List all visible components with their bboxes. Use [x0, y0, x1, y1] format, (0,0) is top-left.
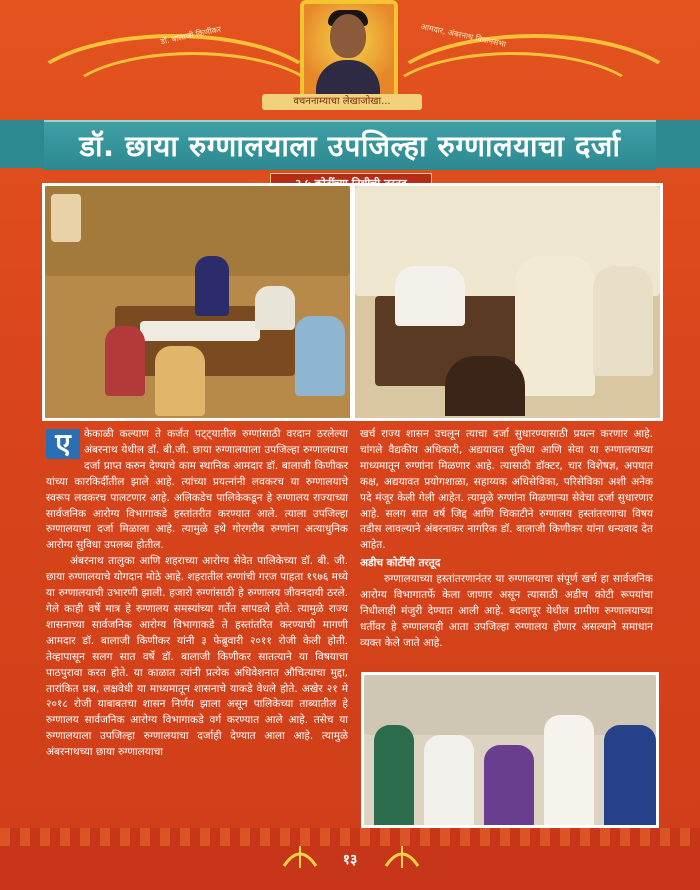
section-heading: अडीच कोटींची तरतूद [360, 557, 441, 570]
title-bar-right-edge [656, 120, 700, 168]
title-bar-left-edge [0, 120, 44, 168]
page-number: १३ [342, 852, 358, 868]
paragraph: खर्च राज्य शासन उचलून त्याचा दर्जा सुधारण्यासाठी प्रयत्न करणार आहे. चांगले वैद्यकीय अधिकारी, अद्ययावत सुविधा आणि सेवा या रुग्णालयाच्या माध्यमातून रुग्णांना मिळणार आहे. त्यासाठी डॉक्टर, चार विशेषज्ञ, अपघात कक्ष, अद्ययावत प्रयोगशाळा, सहाय्यक अधिसेविका, परिसेविका अशी अनेक पदे मंजूर केली गेली आहेत. त्यामुळे रुग्णांना मिळणाऱ्या सेवेचा दर्जा सुधारणार आहे. सलग सात वर्ष जिद्द आणि चिकाटीने रुग्णालय हस्तांतरणाचा विषय तडीस लावल्याने अंबरनाकर नागरिक डॉ. बालाजी किणीकर यांना धन्यवाद देत आहेत. [360, 428, 653, 552]
article-column-left [46, 427, 348, 761]
header-tag-right: आमदार, अंबरनाथ विधानसभा [420, 22, 507, 49]
slogan-banner: वचननाम्याचा लेखाजोखा... [262, 94, 422, 110]
photo-hospital-visit [361, 672, 659, 828]
article-title: डॉ. छाया रुग्णालयाला उपजिल्हा रुग्णालयाचा दर्जा [79, 129, 621, 163]
paragraph: केकाळी कल्याण ते कर्जत पट्ट्यातील रुग्णांसाठी वरदान ठरलेल्या अंबरनाथ येथील डॉ. बी.जी. छाया रुग्णालयाला उपजिल्हा रुग्णालयाचा दर्जा प्राप्त करुन देण्याचे काम स्थानिक आमदार डॉ. बालाजी किणीकर यांच्या कारकिर्दीतील झाले आहे. त्यांच्या प्रयत्नांनी लवकरच या रुग्णालयाचे स्वरूप लवकरच पालटणार आहे. अलिकडेच पालिकेकडून हे रुग्णालय राज्याच्या सार्वजनिक आरोग्य विभागाकडे हस्तांतरीत करण्यात आले. त्याला उपजिल्हा रुग्णालयाचा दर्जा मिळाला आहे. त्यामुळे इथे गोरगरीब रुग्णांना अत्याधुनिक आरोग्य सुविधा उपलब्ध होतील. [46, 428, 348, 552]
photo-meeting-desk [352, 183, 663, 421]
dropcap: ए [46, 429, 80, 459]
header-tag-left: डॉ. बालाजी किणीकर [159, 24, 222, 47]
article-title-bar [44, 120, 656, 170]
article-column-right [360, 427, 653, 652]
paragraph: रुग्णालयाच्या हस्तांतरणानंतर या रुग्णालयाचा संपूर्ण खर्च हा सार्वजनिक आरोग्य विभागातर्फे केला जाणार असून त्यासाठी अडीच कोटी रूपयांचा निधीलाही मंजुरी देण्यात आली आहे. बदलापूर येथील ग्रामीण रुग्णालयाच्या धर्तीवर हे रुग्णालयही आता उपजिल्हा रुग्णालय होणार असल्याने समाधान व्यक्त केले जाते आहे. [360, 573, 653, 649]
paragraph: अंबरनाथ तालुका आणि शहराच्या आरोग्य सेवेत पालिकेच्या डॉ. बी. जी. छाया रुग्णालयाचे योगदान मोठे आहे. शहरातील रुग्णांची गरज पाहता १९७६ मध्ये या रुग्णालयाची उभारणी झाली. हजारो रुग्णांसाठी हे रुग्णालय जीवनदायी ठरले. गेले काही वर्षे मात्र हे रुग्णालय समस्यांच्या गर्तेत सापडले होते. त्यामुळे राज्य शासनाच्या सार्वजनिक आरोग्य विभागाकडे ते हस्तांतरित करण्याची मागणी आमदार डॉ. बालाजी किणीकर यांनी ३ फेब्रुवारी २०११ रोजी केली होती. तेव्हापासून सलग सात वर्षे डॉ. बालाजी किणीकर सातत्याने या विषयाचा पाठपुरावा करत होते. या काळात त्यांनी प्रत्येक अधिवेशनात औचित्याचा मुद्दा, तारांकित प्रश्न, लक्षवेधी या माध्यमातून शासनाचे याकडे वेधले होते. अखेर २१ मे २०१८ रोजी याबाबतचा शासन निर्णय झाला असून पालिकेच्या ताब्यातील हे रुग्णालय सार्वजनिक आरोग्य विभागाकडे वर्ग करण्यात आले आहे. तसेच या रुग्णालयाला उपजिल्हा रुग्णालयाचा दर्जाही देण्यात आला आहे. त्यामुळे अंबरनाथच्या छाया रुग्णालयाचा [46, 555, 348, 759]
portrait-image [300, 0, 398, 100]
footer-pattern [0, 828, 700, 846]
bow-arrow-emblem-icon [384, 842, 420, 870]
header-band [0, 0, 700, 118]
bow-arrow-emblem-icon [282, 842, 318, 870]
photo-meeting-office [42, 183, 353, 421]
